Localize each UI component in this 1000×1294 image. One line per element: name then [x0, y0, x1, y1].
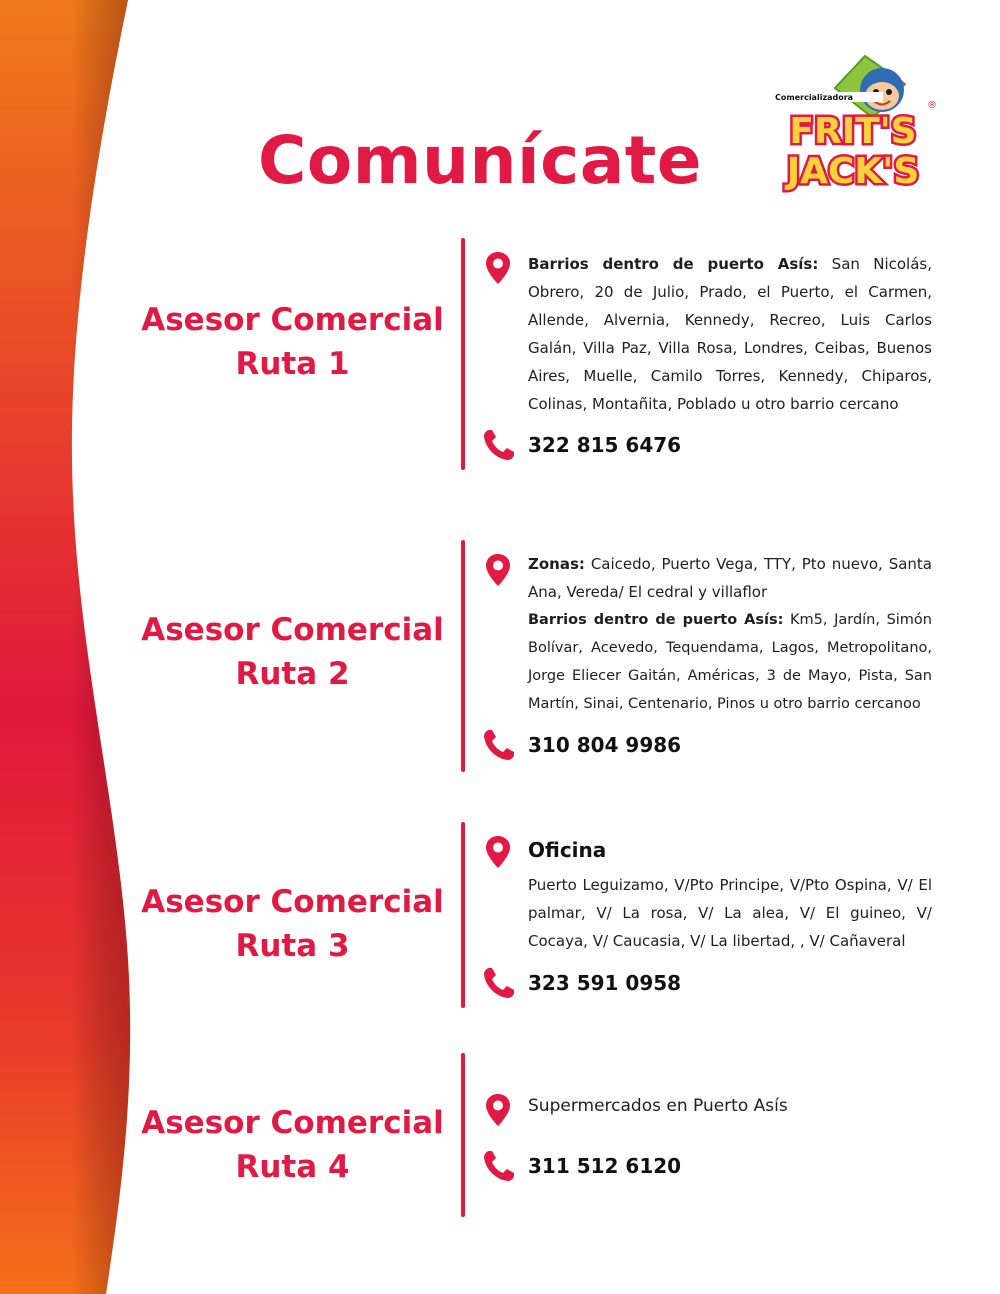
map-pin-icon	[482, 553, 514, 587]
svg-text:JACK'S: JACK'S	[786, 151, 920, 192]
svg-text:Comercializadora: Comercializadora	[775, 93, 854, 102]
route-2-divider	[461, 540, 465, 772]
route-4-title: Asesor Comercial Ruta 4	[141, 1105, 444, 1185]
route-3-divider	[461, 822, 465, 1008]
route-1-title: Asesor Comercial Ruta 1	[141, 302, 444, 382]
svg-text:FRIT'S: FRIT'S	[789, 111, 917, 152]
route-3-office-text: Puerto Leguizamo, V/Pto Principe, V/Pto Ospina, V/ El palmar, V/ La rosa, V/ La alea, V/ El guineo, V/ Cocaya, V/ Caucasia, V/ La libertad, , V/ Cañaveral	[528, 876, 932, 950]
decorative-wave	[0, 0, 140, 1294]
svg-text:®: ®	[927, 100, 937, 111]
map-pin-icon	[482, 1093, 514, 1127]
phone-icon	[482, 1149, 514, 1183]
route-2-title: Asesor Comercial Ruta 2	[141, 612, 444, 692]
route-1-phone[interactable]: 322 815 6476	[528, 433, 682, 457]
route-3-phone[interactable]: 323 591 0958	[528, 971, 682, 995]
route-4-area: Supermercados en Puerto Asís	[528, 1096, 788, 1116]
route-2-phone[interactable]: 310 804 9986	[528, 733, 682, 757]
route-2-zones: Zonas: Caicedo, Puerto Vega, TTY, Pto nuevo, Santa Ana, Vereda/ El cedral y villaflor Barrios dentro de puerto Asís: Km5, Jardín, Simón Bolívar, Acevedo, Tequendama, Lagos, Metropolitano, Jorge Eliecer Gaitán, Américas, 3 de Mayo, Pista, San Martín, Sinai, Centenario, Pinos u otro barrio cercanoo	[528, 555, 932, 712]
page-title: Comunícate	[257, 122, 703, 199]
phone-icon	[482, 966, 514, 1000]
route-3-office-title: Oficina	[528, 838, 607, 862]
route-4-phone[interactable]: 311 512 6120	[528, 1154, 682, 1178]
map-pin-icon	[482, 835, 514, 869]
route-3-title: Asesor Comercial Ruta 3	[141, 884, 444, 964]
route-1-divider	[461, 238, 465, 470]
phone-icon	[482, 428, 514, 462]
route-4-divider	[461, 1053, 465, 1217]
route-1-barrios: Barrios dentro de puerto Asís: San Nicolás, Obrero, 20 de Julio, Prado, el Puerto, el Carmen, Allende, Alvernia, Kennedy, Recreo, Luis Carlos Galán, Villa Paz, Villa Rosa, Londres, Ceibas, Buenos Aires, Muelle, Camilo Torres, Kennedy, Chiparos, Colinas, Montañita, Poblado u otro barrio cercano	[528, 255, 932, 413]
map-pin-icon	[482, 251, 514, 285]
brand-logo	[765, 48, 940, 198]
phone-icon	[482, 728, 514, 762]
